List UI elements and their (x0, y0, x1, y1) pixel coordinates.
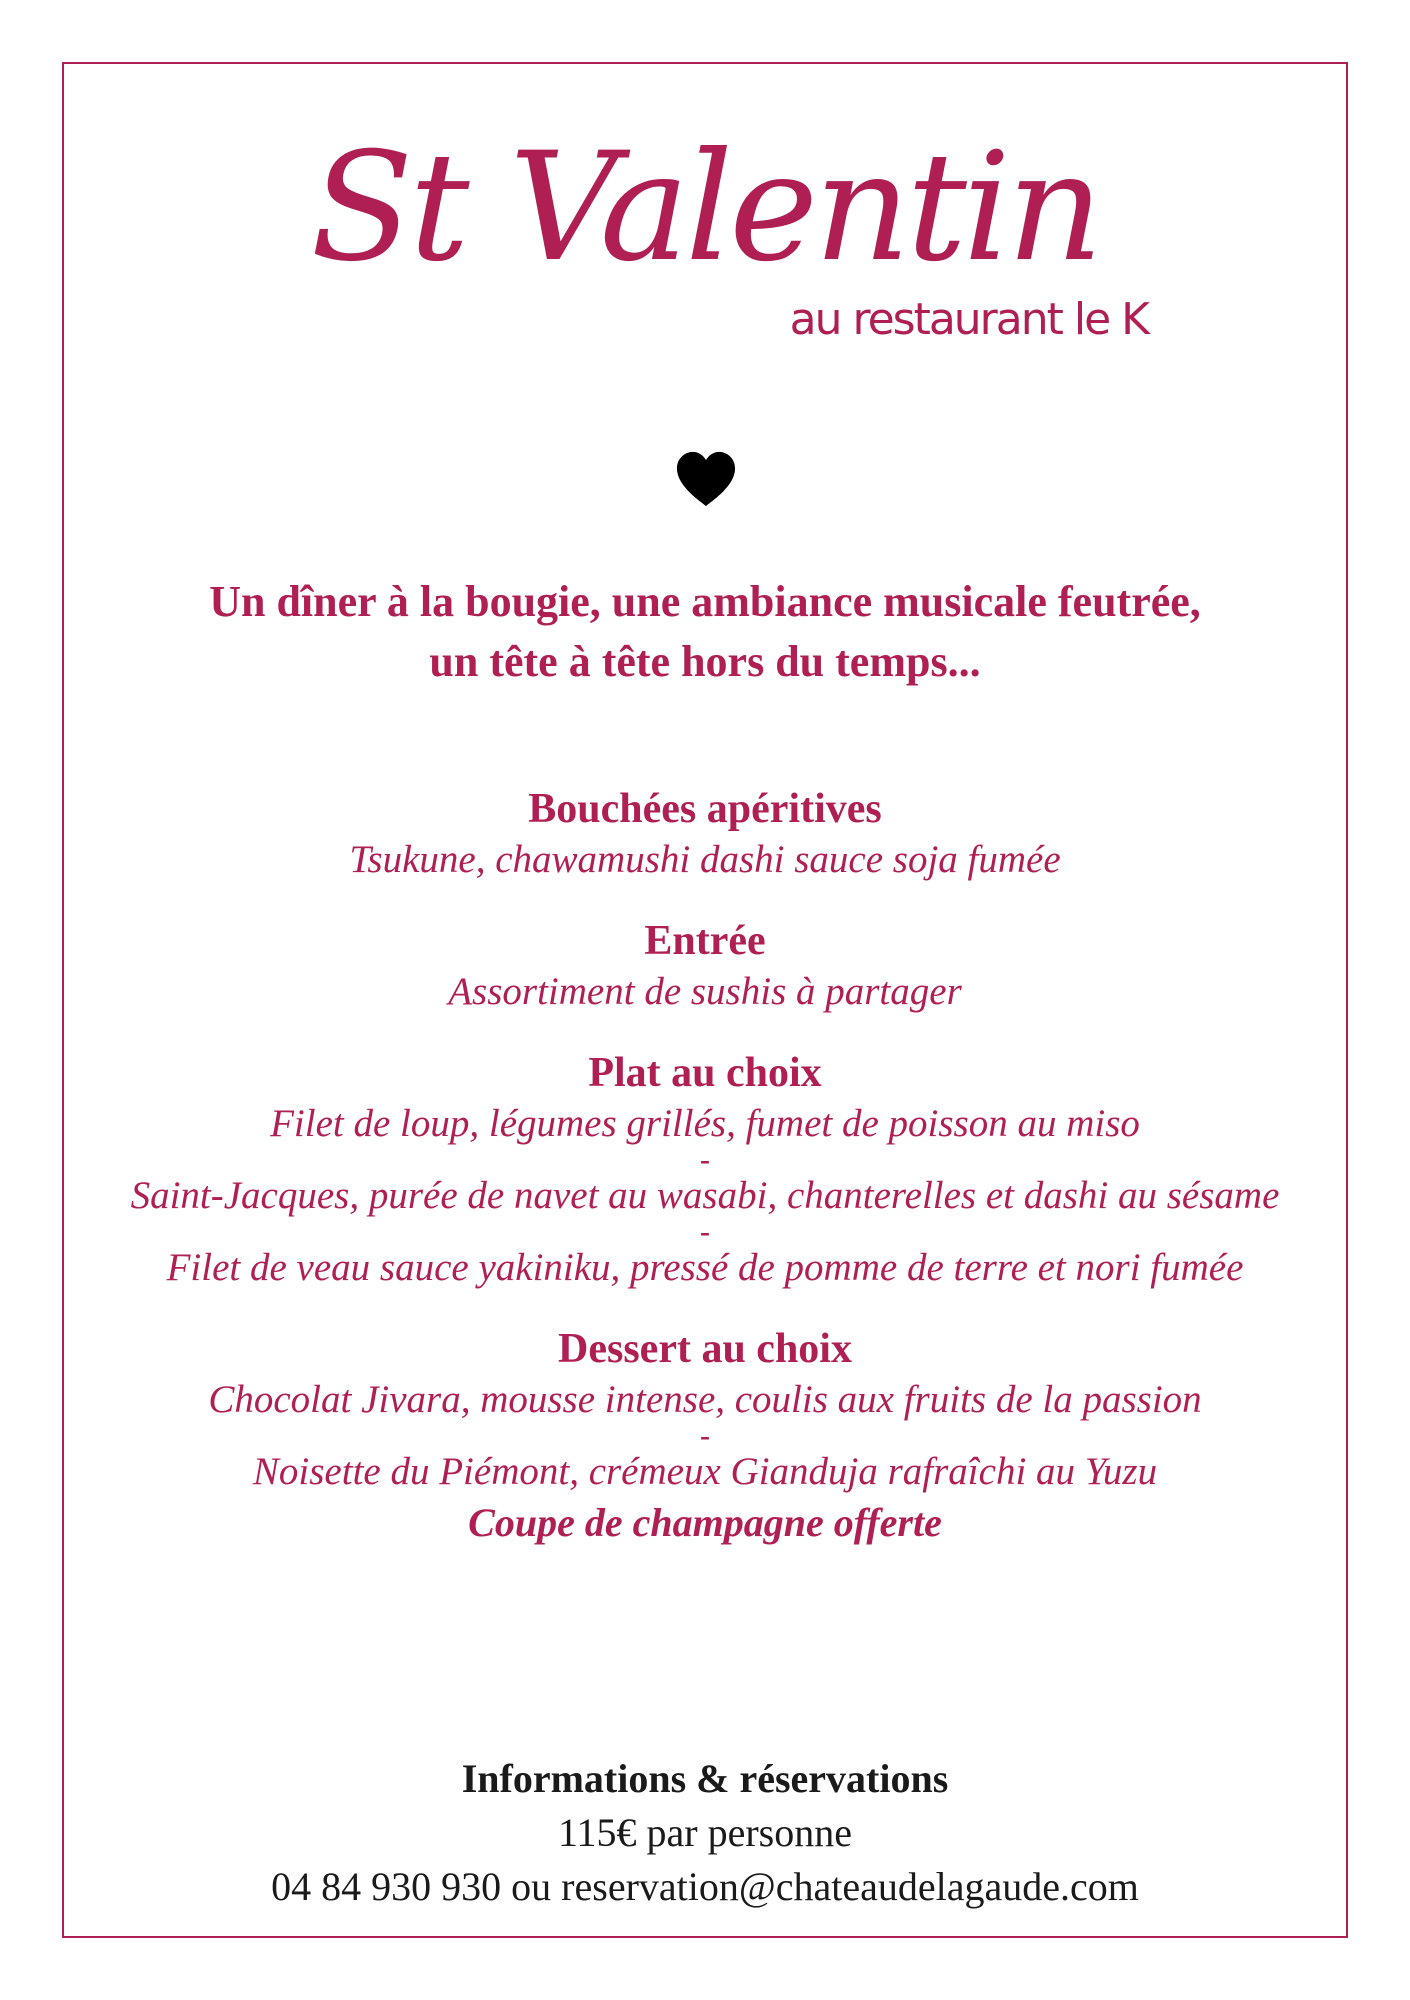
info-section (0, 1752, 1410, 1914)
course-title: Entrée (644, 918, 766, 964)
course-title: Bouchées apéritives (528, 786, 882, 832)
course-plat (70, 1046, 1340, 1292)
intro-line-1: Un dîner à la bougie, une ambiance musicale feutrée, (209, 577, 1201, 626)
champagne-offer: Coupe de champagne offerte (468, 1500, 942, 1545)
course-aperitif (70, 782, 1340, 884)
intro-text (0, 572, 1410, 692)
price-text: 115€ par personne (558, 1810, 852, 1855)
contact-text: 04 84 930 930 ou reservation@chateaudelagaude.com (271, 1864, 1139, 1909)
info-title: Informations & réservations (461, 1756, 949, 1801)
dish-item: Filet de veau sauce yakiniku, pressé de pomme de terre et nori fumée (166, 1246, 1244, 1289)
course-title: Plat au choix (588, 1050, 822, 1096)
dish-separator: - (700, 1215, 710, 1248)
course-dessert (70, 1322, 1340, 1550)
heart-icon (675, 448, 737, 510)
dish-item: Noisette du Piémont, crémeux Gianduja rafraîchi au Yuzu (252, 1450, 1158, 1493)
dish-item: Assortiment de sushis à partager (448, 970, 962, 1013)
dish-item: Saint-Jacques, purée de navet au wasabi, chanterelles et dashi au sésame (130, 1174, 1280, 1217)
dish-separator: - (700, 1419, 710, 1452)
intro-line-2: un tête à tête hors du temps... (429, 637, 981, 686)
dish-item: Tsukune, chawamushi dashi sauce soja fumée (349, 838, 1061, 881)
page-subtitle: au restaurant le K (789, 294, 1148, 345)
course-title: Dessert au choix (558, 1326, 852, 1372)
dish-item: Filet de loup, légumes grillés, fumet de poisson au miso (270, 1102, 1140, 1145)
page-title: St Valentin (310, 121, 1100, 295)
dish-item: Chocolat Jivara, mousse intense, coulis aux fruits de la passion (208, 1378, 1202, 1421)
dish-separator: - (700, 1143, 710, 1176)
course-entree (70, 914, 1340, 1016)
menu (70, 782, 1340, 1550)
